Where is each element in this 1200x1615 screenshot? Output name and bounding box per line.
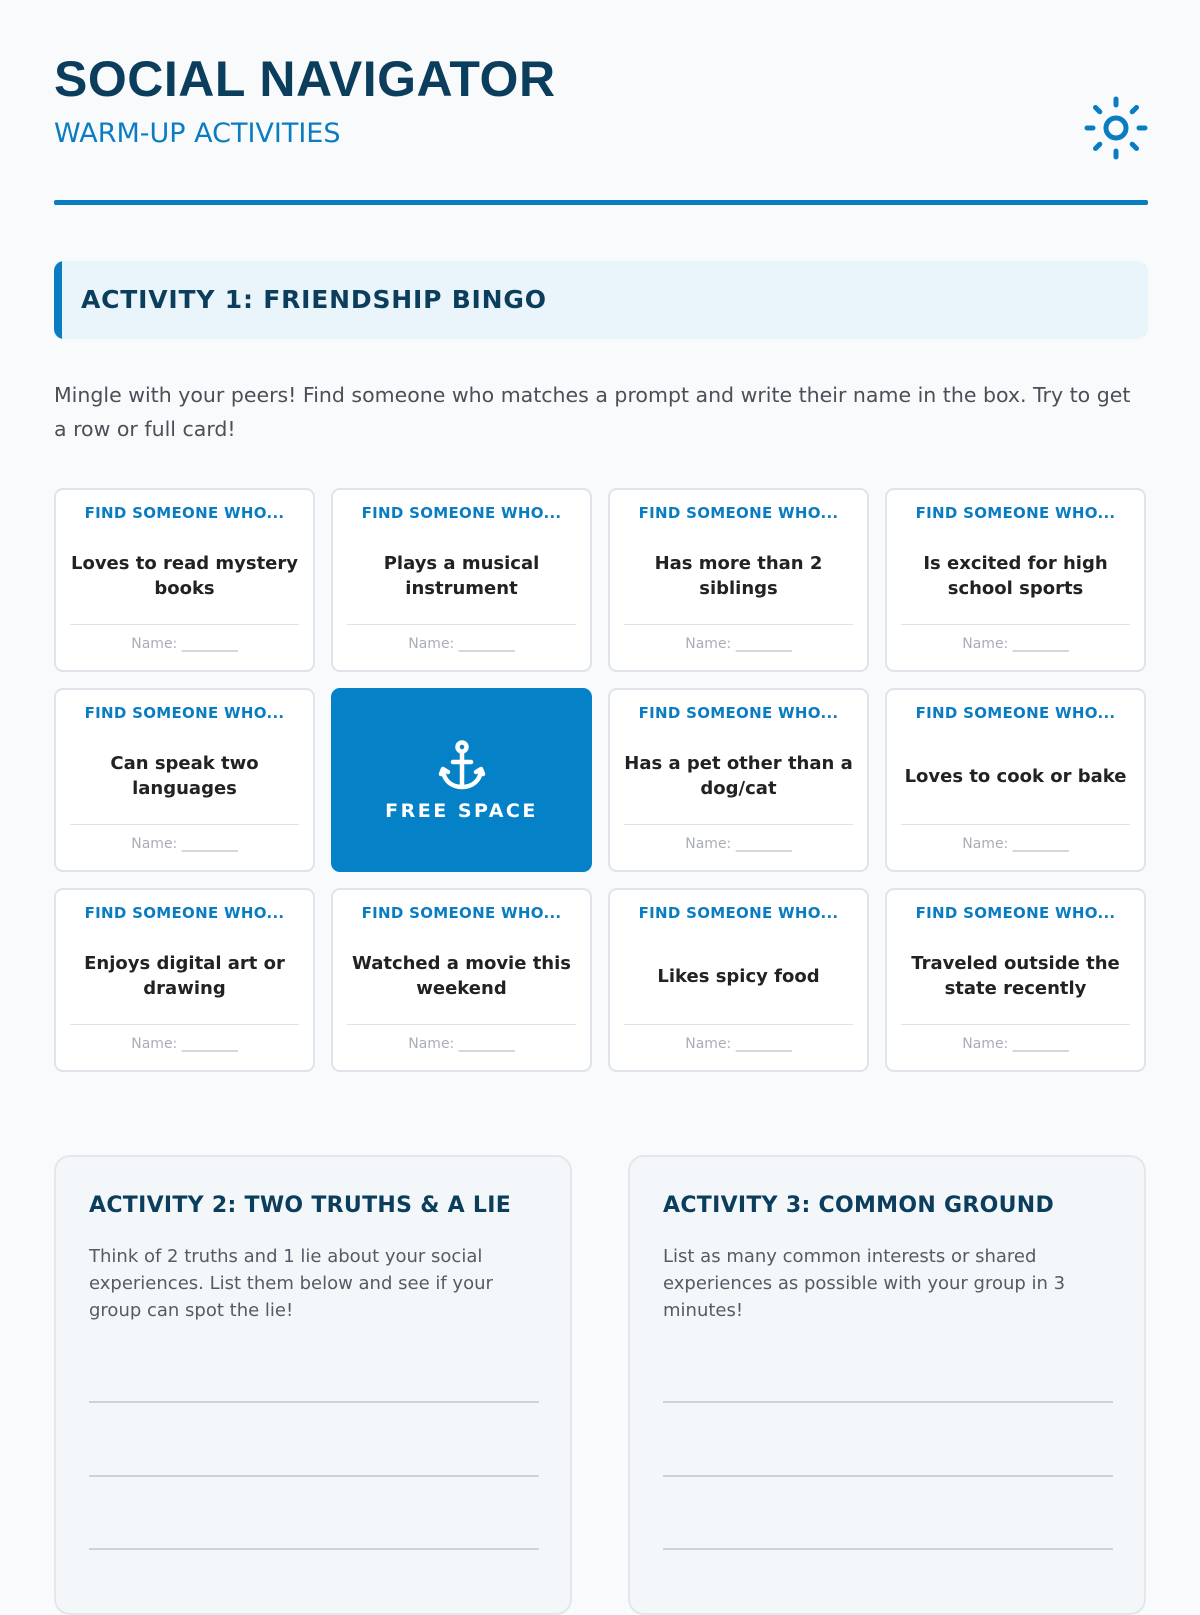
cell-prompt: Plays a musical instrument xyxy=(383,553,540,599)
cell-header: FIND SOMEONE WHO... xyxy=(84,704,285,722)
free-space-label: FREE SPACE xyxy=(385,800,538,822)
cell-header: FIND SOMEONE WHO... xyxy=(84,904,285,922)
sun-icon xyxy=(1084,96,1148,160)
cell-header: FIND SOMEONE WHO... xyxy=(361,904,562,922)
name-field[interactable]: Name: ________ xyxy=(685,1036,792,1052)
activity1-title: ACTIVITY 1: FRIENDSHIP BINGO xyxy=(81,285,547,314)
cell-prompt: Loves to cook or bake xyxy=(904,765,1127,787)
cell-prompt: Watched a movie this weekend xyxy=(351,953,572,999)
cell-header: FIND SOMEONE WHO... xyxy=(84,504,285,522)
cell-prompt: Enjoys digital art or drawing xyxy=(84,953,285,999)
header-divider xyxy=(54,200,1148,205)
bingo-cell[interactable] xyxy=(331,888,592,1072)
name-field[interactable]: Name: ________ xyxy=(685,836,792,852)
bingo-grid xyxy=(54,488,1148,1072)
name-field[interactable]: Name: ________ xyxy=(685,636,792,652)
name-field[interactable]: Name: ________ xyxy=(408,636,515,652)
name-field[interactable]: Name: ________ xyxy=(131,1036,238,1052)
cell-prompt: Traveled outside the state recently xyxy=(911,953,1120,999)
page-title: SOCIAL NAVIGATOR xyxy=(54,51,556,107)
answer-line[interactable] xyxy=(89,1401,539,1403)
cell-divider xyxy=(70,824,299,825)
cell-divider xyxy=(624,824,853,825)
cell-prompt: Is excited for high school sports xyxy=(923,553,1108,599)
name-field[interactable]: Name: ________ xyxy=(962,636,1069,652)
bingo-cell[interactable] xyxy=(885,488,1146,672)
activity2-card xyxy=(54,1155,572,1615)
cell-prompt: Loves to read mystery books xyxy=(70,553,298,599)
bingo-cell[interactable] xyxy=(54,488,315,672)
name-field[interactable]: Name: ________ xyxy=(962,1036,1069,1052)
answer-line[interactable] xyxy=(663,1548,1113,1550)
bingo-cell[interactable] xyxy=(331,488,592,672)
answer-line[interactable] xyxy=(663,1475,1113,1477)
cell-divider xyxy=(624,1024,853,1025)
cell-divider xyxy=(347,1024,576,1025)
cell-divider xyxy=(901,624,1130,625)
cell-prompt: Has a pet other than a dog/cat xyxy=(624,753,853,799)
bingo-cell[interactable] xyxy=(54,888,315,1072)
cell-header: FIND SOMEONE WHO... xyxy=(915,904,1116,922)
cell-prompt: Has more than 2 siblings xyxy=(654,553,823,599)
cell-divider xyxy=(624,624,853,625)
name-field[interactable]: Name: ________ xyxy=(131,636,238,652)
cell-header: FIND SOMEONE WHO... xyxy=(638,504,839,522)
cell-header: FIND SOMEONE WHO... xyxy=(915,504,1116,522)
name-field[interactable]: Name: ________ xyxy=(962,836,1069,852)
cell-divider xyxy=(347,624,576,625)
cell-header: FIND SOMEONE WHO... xyxy=(361,504,562,522)
anchor-icon xyxy=(438,740,486,792)
activity3-card xyxy=(628,1155,1146,1615)
bingo-cell[interactable] xyxy=(885,888,1146,1072)
bingo-cell[interactable] xyxy=(608,888,869,1072)
free-space-cell xyxy=(331,688,592,872)
bingo-cell[interactable] xyxy=(54,688,315,872)
activity1-instructions: Mingle with your peers! Find someone who matches a prompt and write their name in the box. Try to get a row or full card! xyxy=(54,383,1131,441)
answer-line[interactable] xyxy=(663,1401,1113,1403)
cell-header: FIND SOMEONE WHO... xyxy=(915,704,1116,722)
bingo-cell[interactable] xyxy=(885,688,1146,872)
cell-header: FIND SOMEONE WHO... xyxy=(638,704,839,722)
activity2-title: ACTIVITY 2: TWO TRUTHS & A LIE xyxy=(89,1193,512,1218)
cell-divider xyxy=(901,824,1130,825)
cell-prompt: Likes spicy food xyxy=(657,965,820,987)
activity3-title: ACTIVITY 3: COMMON GROUND xyxy=(663,1193,1055,1218)
bingo-cell[interactable] xyxy=(608,688,869,872)
cell-divider xyxy=(70,624,299,625)
activity1-banner xyxy=(54,261,1148,339)
answer-line[interactable] xyxy=(89,1475,539,1477)
answer-line[interactable] xyxy=(89,1548,539,1550)
cell-divider xyxy=(70,1024,299,1025)
bingo-cell[interactable] xyxy=(608,488,869,672)
cell-prompt: Can speak two languages xyxy=(110,753,259,799)
name-field[interactable]: Name: ________ xyxy=(131,836,238,852)
activity3-instructions: List as many common interests or shared experiences as possible with your group in 3 minutes! xyxy=(663,1246,1066,1321)
activity2-instructions: Think of 2 truths and 1 lie about your social experiences. List them below and see if your group can spot the lie! xyxy=(89,1246,493,1321)
cell-header: FIND SOMEONE WHO... xyxy=(638,904,839,922)
cell-divider xyxy=(901,1024,1130,1025)
name-field[interactable]: Name: ________ xyxy=(408,1036,515,1052)
worksheet-page xyxy=(54,0,1148,1600)
page-subtitle: WARM-UP ACTIVITIES xyxy=(54,118,341,149)
